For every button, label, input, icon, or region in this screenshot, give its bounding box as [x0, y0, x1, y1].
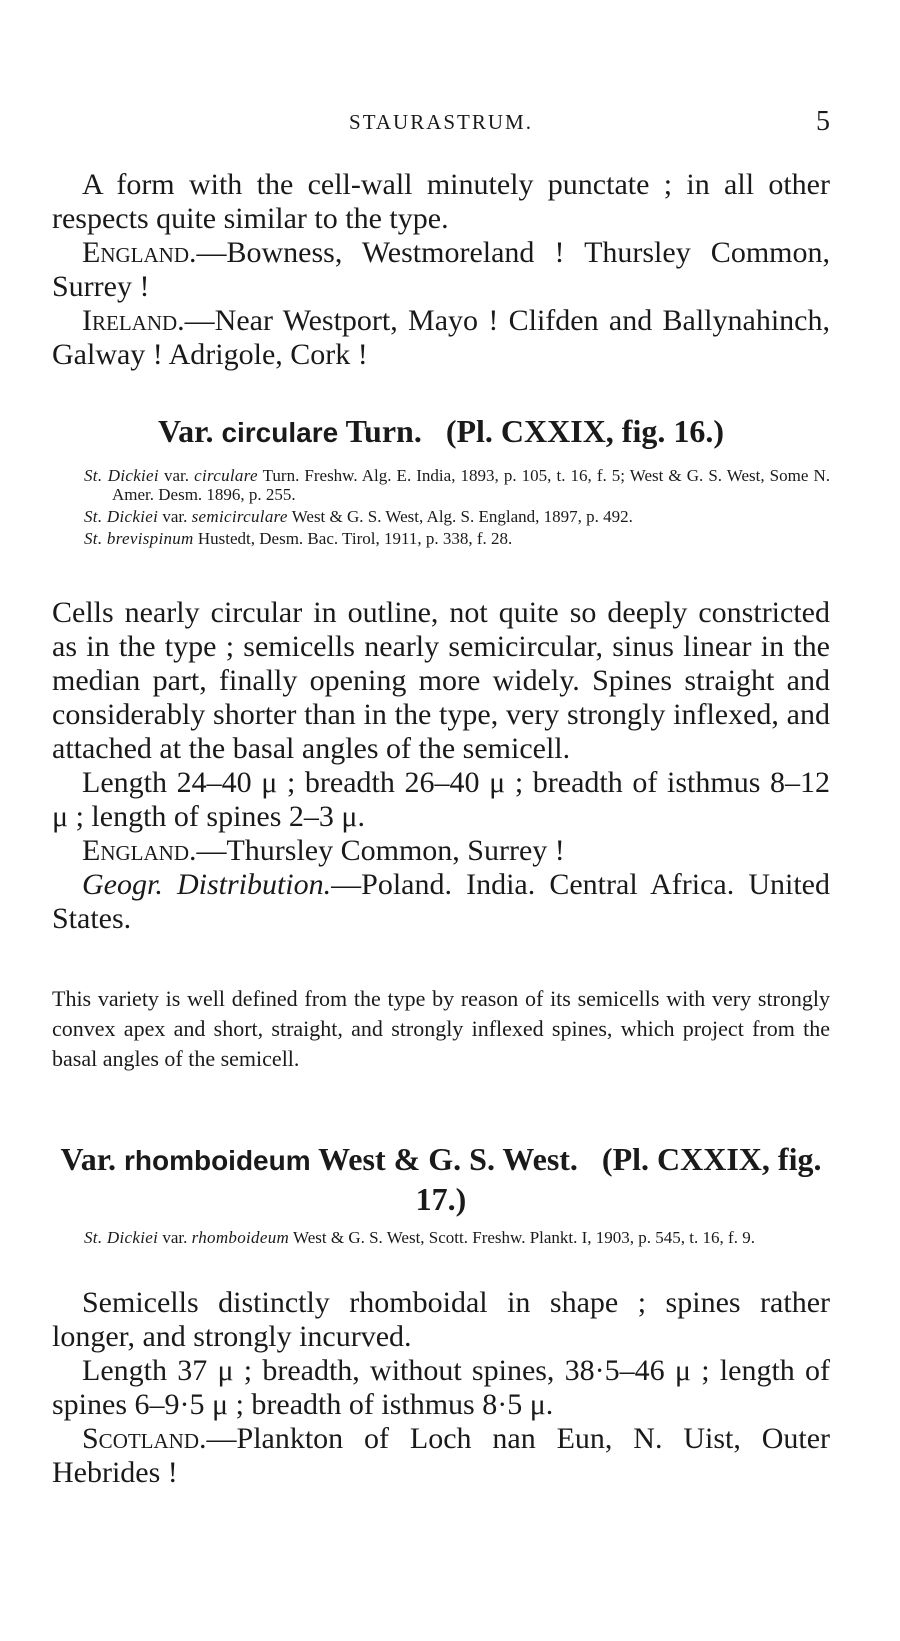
- rhomboideum-measurements: Length 37 μ ; breadth, without spines, 38·5–46 μ ; length of spines 6–9·5 μ ; breadth of isthmus 8·5 μ.: [52, 1354, 830, 1421]
- scotland-text: —Plankton of Loch nan Eun, N. Uist, Outer Hebrides !: [52, 1422, 830, 1489]
- synonym-genus: St. brevispinum: [84, 529, 194, 548]
- england-label: England.: [82, 834, 197, 867]
- rhomboideum-synonyms: [52, 1228, 830, 1250]
- synonym-epithet: rhomboideum: [191, 1228, 290, 1247]
- running-title: STAURASTRUM.: [349, 110, 533, 134]
- synonym-epithet: circulare: [194, 466, 258, 485]
- var-name: rhomboideum: [123, 1145, 311, 1176]
- synonym-var: var.: [158, 507, 192, 526]
- synonym-citation: West & G. S. West, Scott. Freshw. Plankt. I, 1903, p. 545, t. 16, f. 9.: [289, 1228, 755, 1247]
- england-text: —Thursley Common, Surrey !: [196, 834, 565, 867]
- rhomboideum-body: [52, 1286, 830, 1490]
- england-text: —Bowness, Westmoreland ! Thursley Common, Surrey !: [52, 236, 830, 303]
- geogr-text: —Poland. India. Central Africa. United States.: [52, 868, 830, 935]
- circulare-england: [52, 834, 830, 868]
- synonym-genus: St. Dickiei: [84, 1228, 159, 1247]
- synonym-var: var.: [158, 466, 195, 485]
- synonym-genus: St. Dickiei: [84, 466, 159, 485]
- circulare-synonyms: [52, 466, 830, 551]
- synonym-entry: [52, 529, 830, 548]
- circulare-distribution: [52, 868, 830, 936]
- page-number: 5: [816, 106, 830, 137]
- var-prefix: Var.: [60, 1141, 116, 1177]
- var-author: West & G. S. West.: [318, 1141, 578, 1177]
- var-name: circulare: [221, 417, 339, 448]
- rhomboideum-description: Semicells distinctly rhomboidal in shape ; spines rather longer, and strongly incurved.: [52, 1286, 830, 1353]
- note-text: This variety is well defined from the type by reason of its semicells with very strongly convex apex and short, straight, and strongly inflexed spines, which project from the basal angles of the semicell.: [52, 986, 830, 1071]
- synonym-var: var.: [158, 1228, 192, 1247]
- circulare-body: [52, 596, 830, 936]
- ireland-label: Ireland.: [82, 304, 185, 337]
- var-prefix: Var.: [158, 413, 214, 449]
- geogr-label: Geogr. Distribution.: [82, 868, 332, 901]
- var-author: Turn.: [345, 413, 422, 449]
- var-circulare-heading: [52, 412, 830, 452]
- document-page: [52, 0, 830, 1641]
- england-label: England.: [82, 236, 197, 269]
- var-plate: (Pl. CXXIX, fig. 17.): [415, 1141, 822, 1217]
- synonym-citation: Hustedt, Desm. Bac. Tirol, 1911, p. 338, f. 28.: [193, 529, 513, 548]
- intro-paragraph: A form with the cell-wall minutely punctate ; in all other respects quite similar to the type.: [52, 168, 830, 235]
- ireland-text: —Near Westport, Mayo ! Clifden and Ballynahinch, Galway ! Adrigole, Cork !: [52, 304, 830, 371]
- synonym-entry: [52, 1228, 830, 1247]
- var-plate: (Pl. CXXIX, fig. 16.): [445, 413, 724, 449]
- circulare-measurements: Length 24–40 μ ; breadth 26–40 μ ; breadth of isthmus 8–12 μ ; length of spines 2–3 μ.: [52, 766, 830, 833]
- synonym-entry: [52, 466, 830, 504]
- scotland-label: Scotland.: [82, 1422, 207, 1455]
- synonym-genus: St. Dickiei: [84, 507, 159, 526]
- rhomboideum-scotland: [52, 1422, 830, 1490]
- synonym-entry: [52, 507, 830, 526]
- synonym-citation: Turn. Freshw. Alg. E. India, 1893, p. 105, t. 16, f. 5; West & G. S. West, Some N. Amer. Desm. 1896, p. 255.: [112, 466, 830, 504]
- synonym-epithet: semicirculare: [191, 507, 288, 526]
- running-header: [52, 108, 830, 138]
- var-rhomboideum-heading: [52, 1140, 830, 1218]
- england-locality: [52, 236, 830, 304]
- ireland-locality: [52, 304, 830, 372]
- synonym-citation: West & G. S. West, Alg. S. England, 1897, p. 492.: [287, 507, 633, 526]
- intro-section: [52, 168, 830, 372]
- circulare-description: Cells nearly circular in outline, not quite so deeply constricted as in the type ; semicells nearly semicircular, sinus linear in the median part, finally opening more widely. Spines straight and considerably shorter than in the type, very strongly inflexed, and attached at the basal angles of the semicell.: [52, 596, 830, 765]
- circulare-note: [52, 984, 830, 1074]
